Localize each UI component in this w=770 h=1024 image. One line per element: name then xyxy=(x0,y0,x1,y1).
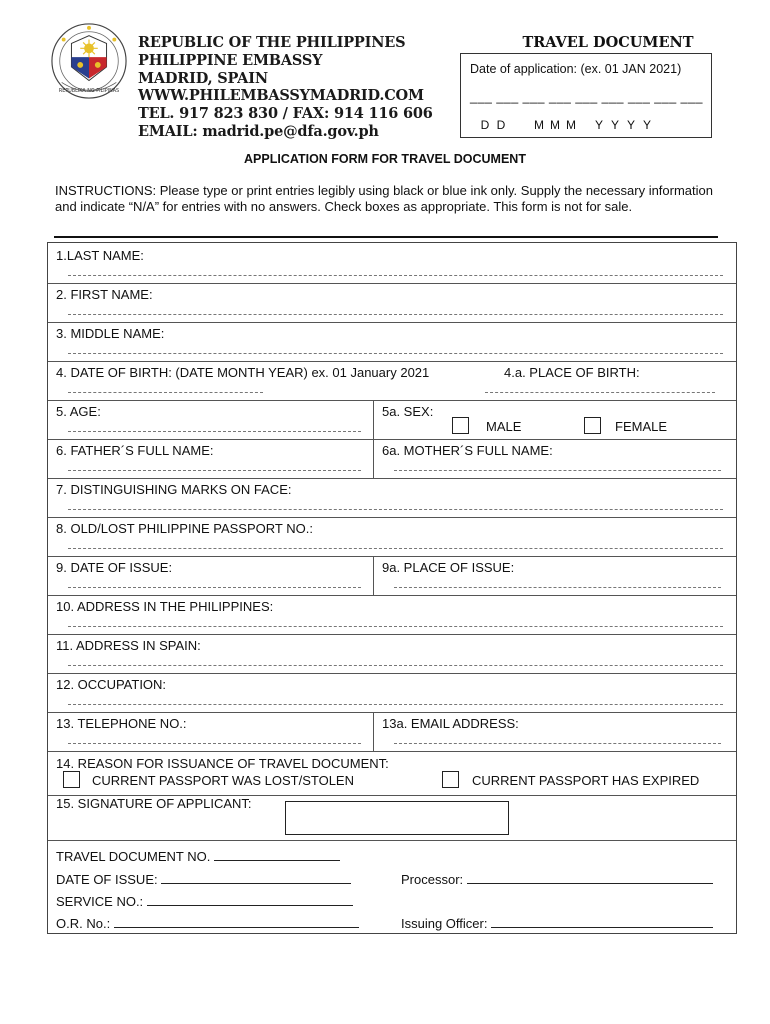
issuing-officer-field[interactable] xyxy=(491,915,713,928)
last-name-label: 1.LAST NAME: xyxy=(56,248,144,263)
middle-name-field[interactable] xyxy=(68,353,723,354)
lost-stolen-label: CURRENT PASSPORT WAS LOST/STOLEN xyxy=(92,773,354,788)
office-date-issue-field[interactable] xyxy=(161,871,351,884)
age-field[interactable] xyxy=(68,431,361,432)
td-number-row xyxy=(56,848,340,864)
header-line: REPUBLIC OF THE PHILIPPINES xyxy=(138,34,406,51)
male-label: MALE xyxy=(486,419,522,434)
mother-name-field[interactable] xyxy=(394,470,721,471)
address-philippines-field[interactable] xyxy=(68,626,723,627)
occupation-field[interactable] xyxy=(68,704,723,705)
service-no-row xyxy=(56,893,353,909)
distinguishing-marks-field[interactable] xyxy=(68,509,723,510)
service-no-label: SERVICE NO.: xyxy=(56,894,144,909)
expired-checkbox[interactable] xyxy=(442,771,459,788)
occupation-label: 12. OCCUPATION: xyxy=(56,677,167,692)
date-of-issue-label: 9. DATE OF ISSUE: xyxy=(56,560,173,575)
place-of-issue-field[interactable] xyxy=(394,587,721,588)
travel-document-title: TRAVEL DOCUMENT xyxy=(522,34,694,51)
lost-stolen-checkbox[interactable] xyxy=(63,771,80,788)
date-of-application-field[interactable]: ___ ___ ___ ___ ___ ___ ___ ___ ___ xyxy=(470,90,703,104)
father-name-label: 6. FATHER´S FULL NAME: xyxy=(56,443,214,458)
old-passport-field[interactable] xyxy=(68,548,723,549)
or-no-label: O.R. No.: xyxy=(56,916,111,931)
date-of-birth-field[interactable] xyxy=(68,392,263,393)
age-label: 5. AGE: xyxy=(56,404,101,419)
divider xyxy=(54,236,718,238)
female-label: FEMALE xyxy=(615,419,668,434)
address-spain-field[interactable] xyxy=(68,665,723,666)
mother-name-label: 6a. MOTHER´S FULL NAME: xyxy=(382,443,553,458)
date-of-application-label: Date of application: (ex. 01 JAN 2021) xyxy=(470,62,682,76)
address-spain-label: 11. ADDRESS IN SPAIN: xyxy=(56,638,201,653)
last-name-field[interactable] xyxy=(68,275,723,276)
first-name-field[interactable] xyxy=(68,314,723,315)
or-no-field[interactable] xyxy=(114,915,359,928)
place-of-birth-field[interactable] xyxy=(485,392,715,393)
processor-row xyxy=(401,871,713,887)
telephone-label: 13. TELEPHONE NO.: xyxy=(56,716,187,731)
issuing-officer-row xyxy=(401,915,713,931)
office-date-issue-row xyxy=(56,871,351,887)
header-line: TEL. 917 823 830 / FAX: 914 116 606 xyxy=(138,105,433,123)
female-checkbox[interactable] xyxy=(584,417,601,434)
td-number-field[interactable] xyxy=(214,848,340,861)
form-title: APPLICATION FORM FOR TRAVEL DOCUMENT xyxy=(244,152,526,166)
address-philippines-label: 10. ADDRESS IN THE PHILIPPINES: xyxy=(56,599,274,614)
male-checkbox[interactable] xyxy=(452,417,469,434)
first-name-label: 2. FIRST NAME: xyxy=(56,287,153,302)
distinguishing-marks-label: 7. DISTINGUISHING MARKS ON FACE: xyxy=(56,482,292,497)
or-no-row xyxy=(56,915,359,931)
header-line: MADRID, SPAIN xyxy=(138,69,268,87)
office-date-issue-label: DATE OF ISSUE: xyxy=(56,872,158,887)
application-form xyxy=(47,242,737,934)
email-address-field[interactable] xyxy=(394,743,721,744)
td-number-label: TRAVEL DOCUMENT NO. xyxy=(56,849,211,864)
middle-name-label: 3. MIDDLE NAME: xyxy=(56,326,165,341)
sex-label: 5a. SEX: xyxy=(382,404,434,419)
processor-label: Processor: xyxy=(401,872,464,887)
email-link[interactable]: EMAIL: madrid.pe@dfa.gov.ph xyxy=(138,122,379,140)
signature-box[interactable] xyxy=(285,801,509,835)
svg-text:REPUBLIKA NG PILIPINAS: REPUBLIKA NG PILIPINAS xyxy=(58,88,120,95)
date-of-birth-label: 4. DATE OF BIRTH: (DATE MONTH YEAR) ex. 01 January 2021 xyxy=(56,365,430,380)
embassy-header xyxy=(138,34,433,141)
expired-label: CURRENT PASSPORT HAS EXPIRED xyxy=(472,773,700,788)
old-passport-label: 8. OLD/LOST PHILIPPINE PASSPORT NO.: xyxy=(56,521,313,536)
embassy-seal-icon xyxy=(50,22,128,100)
place-of-issue-label: 9a. PLACE OF ISSUE: xyxy=(382,560,515,575)
date-format-hint: D D M M M Y Y Y Y xyxy=(480,118,651,132)
place-of-birth-label: 4.a. PLACE OF BIRTH: xyxy=(504,365,640,380)
telephone-field[interactable] xyxy=(68,743,361,744)
instructions: INSTRUCTIONS: Please type or print entries legibly using black or blue ink only. Supply the necessary information and indicate “N/A” for entries with no answers. Check boxes as appropriate. This form is not for sale. xyxy=(55,183,713,214)
website-link[interactable]: WWW.PHILEMBASSYMADRID.COM xyxy=(138,87,424,105)
signature-label: 15. SIGNATURE OF APPLICANT: xyxy=(56,796,252,811)
date-of-issue-field[interactable] xyxy=(68,587,361,588)
header-line: PHILIPPINE EMBASSY xyxy=(138,51,323,69)
service-no-field[interactable] xyxy=(147,893,353,906)
father-name-field[interactable] xyxy=(68,470,361,471)
reason-label: 14. REASON FOR ISSUANCE OF TRAVEL DOCUMENT: xyxy=(56,756,389,771)
issuing-officer-label: Issuing Officer: xyxy=(401,916,488,931)
email-address-label: 13a. EMAIL ADDRESS: xyxy=(382,716,519,731)
processor-field[interactable] xyxy=(467,871,713,884)
